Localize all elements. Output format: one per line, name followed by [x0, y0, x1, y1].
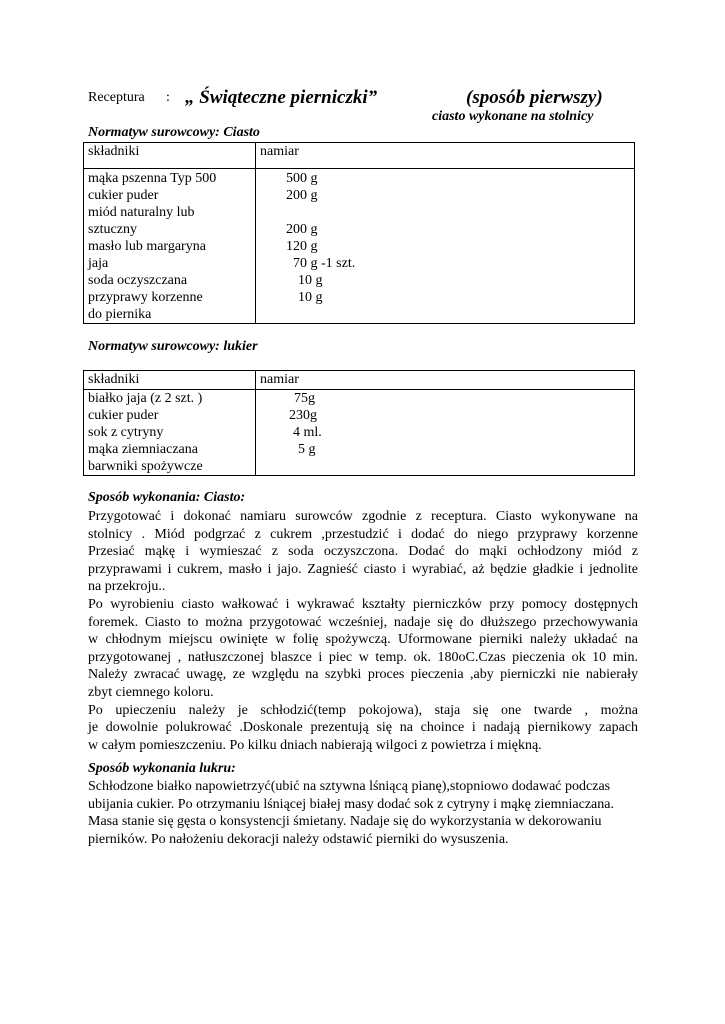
method-icing-line: ubijania cukier. Po otrzymaniu lśniącej białej masy dodać sok z cytryny i mąkę ziemniaczana. — [88, 796, 614, 812]
icing-amount: 230g — [289, 408, 317, 423]
dough-names-cell — [84, 169, 256, 324]
icing-ingredient: cukier puder — [88, 408, 159, 423]
dough-amounts-cell — [256, 169, 635, 324]
icing-amount — [260, 458, 630, 475]
dough-amount: 70 g -1 szt. — [293, 256, 356, 271]
icing-amount: 4 ml. — [293, 425, 322, 440]
recipe-title: „ Świąteczne pierniczki” — [185, 87, 378, 108]
icing-col-amount: namiar — [256, 371, 635, 390]
recipe-label: Receptura — [88, 90, 145, 105]
method-dough-line: na przekroju.. — [88, 579, 166, 595]
method-icing-heading: Sposób wykonania lukru: — [88, 761, 236, 776]
method-icing-text — [88, 778, 638, 848]
method-dough-line: w całym pomieszczeniu. Po kilku dniach nabierają wilgoci z powietrza i miękną. — [88, 737, 542, 753]
dough-amount: 500 g — [286, 171, 318, 186]
icing-ingredient: białko jaja (z 2 szt. ) — [88, 391, 203, 406]
icing-names-cell — [84, 390, 256, 476]
method-dough-line: Po upieczeniu należy je schłodzić(temp pokojowa), staja się one twarde , można — [88, 702, 638, 718]
icing-heading: Normatyw surowcowy: lukier — [88, 339, 258, 354]
icing-amount: 75g — [294, 391, 315, 406]
method-dough-line: Przygotować i dokonać namiaru surowców zgodnie z receptura. Ciasto wykonywane na — [88, 509, 638, 524]
dough-amount — [260, 306, 630, 323]
dough-ingredient: miód naturalny lub — [88, 205, 195, 220]
dough-ingredient: przyprawy korzenne — [88, 290, 203, 305]
method-dough-line: je dowolnie polukrować .Doskonale prezentują się na choince i nadają piernikowy zapach — [88, 720, 638, 736]
icing-amounts-cell — [256, 390, 635, 476]
dough-amount: 200 g — [286, 188, 318, 203]
dough-table — [83, 142, 635, 324]
dough-ingredient: mąka pszenna Typ 500 — [88, 171, 217, 186]
method-icing-line: pierników. Po nałożeniu dekoracji należy odstawić pierniki do wysuszenia. — [88, 831, 509, 847]
dough-ingredient: jaja — [88, 256, 109, 271]
dough-amount: 200 g — [286, 222, 318, 237]
icing-ingredient: mąka ziemniaczana — [88, 442, 198, 457]
method-dough-line: przygotowanej , natłuszczonej blaszce i piec w temp. ok. 180oC.Czas pieczenia ok 10 min. — [88, 649, 638, 665]
recipe-variant: (sposób pierwszy) — [466, 87, 603, 108]
method-dough-line: stolnicy . Miód podgrzać z cukrem ,przestudzić i dodać do niego przyprawy korzenne — [88, 526, 638, 542]
dough-amount: 120 g — [286, 239, 318, 254]
method-dough-line: zbyt ciemnego koloru. — [88, 684, 214, 700]
dough-amount: 10 g — [298, 273, 323, 288]
method-dough-text — [88, 508, 638, 754]
method-dough-line: foremek. Ciasto to można przygotować wcześniej, nadaje się do dłuższego przechowywania — [88, 614, 638, 630]
recipe-subtitle: ciasto wykonane na stolnicy — [432, 109, 594, 124]
dough-col-ingredients: składniki — [84, 143, 256, 169]
dough-ingredient: do piernika — [88, 307, 152, 322]
icing-col-ingredients: składniki — [84, 371, 256, 390]
dough-ingredient: soda oczyszczana — [88, 273, 188, 288]
dough-ingredient: sztuczny — [88, 222, 137, 237]
icing-table — [83, 370, 635, 476]
icing-ingredient: barwniki spożywcze — [88, 459, 203, 474]
method-icing-line: Schłodzone białko napowietrzyć(ubić na sztywna lśniącą pianę),stopniowo dodawać podczas — [88, 779, 611, 794]
method-dough-line: Należy zwracać uwagę, ze względu na szybki proces pieczenia ,aby pierniczki nie nabierały — [88, 667, 638, 683]
dough-amount — [260, 204, 630, 221]
method-dough-line: Po wyrobieniu ciasto wałkować i wykrawać kształty pierniczków przy pomocy dostępnych — [88, 596, 638, 612]
icing-ingredient: sok z cytryny — [88, 425, 164, 440]
icing-amount: 5 g — [298, 442, 316, 457]
method-dough-line: w chłodnym miejscu owinięte w folię spożywczą. Uformowane pierniki należy układać na — [88, 632, 638, 648]
recipe-colon: : — [166, 90, 170, 105]
dough-amount: 10 g — [298, 290, 323, 305]
method-dough-line: Przesiać mąkę i wymieszać z soda oczyszczona. Dodać do mąki ochłodzony miód z — [88, 544, 638, 560]
method-dough-heading: Sposób wykonania: Ciasto: — [88, 490, 246, 505]
method-dough-line: przyprawami i cukrem, masło i jajo. Zagnieść ciasto i wyrabiać, aż będzie gładkie i jednolite — [88, 561, 638, 577]
dough-ingredient: cukier puder — [88, 188, 159, 203]
dough-col-amount: namiar — [256, 143, 635, 169]
method-icing-line: Masa stanie się gęsta o konsystencji śmietany. Nadaje się do wykorzystania w dekorowaniu — [88, 814, 602, 830]
dough-heading: Normatyw surowcowy: Ciasto — [88, 125, 260, 140]
dough-ingredient: masło lub margaryna — [88, 239, 206, 254]
